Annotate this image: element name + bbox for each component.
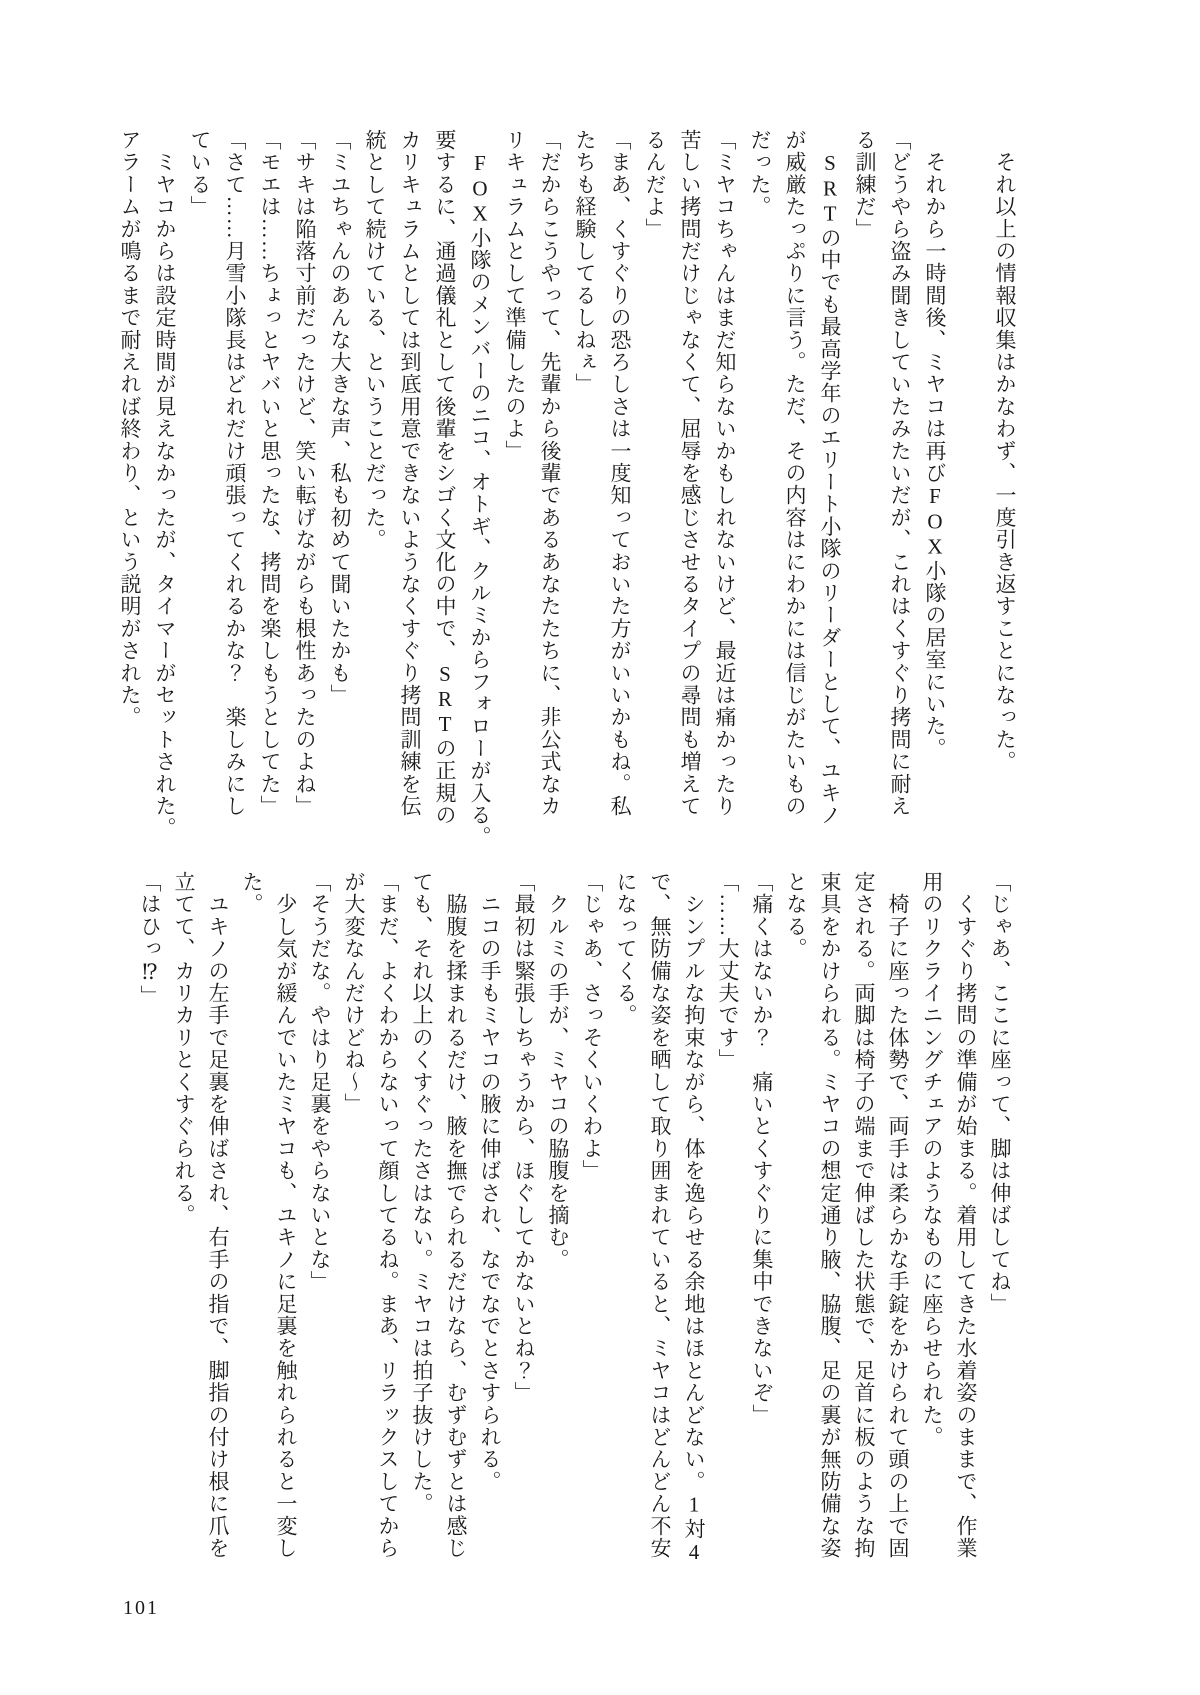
- text-line: アラームが鳴るまで耐えれば終わり、という説明がされた。: [118, 129, 142, 729]
- text-line: 「ミユちゃんのあんな大きな声、私も初めて聞いたかも」: [328, 129, 352, 707]
- text-line: それから一時間後、ミヤコは再びFOX小隊の居室にいた。: [923, 129, 947, 760]
- upright-latin: FOX: [468, 151, 492, 227]
- text-line: 「そうだな。やはり足裏をやらないとな」: [308, 871, 332, 1293]
- text-line: それ以上の情報収集はかなわず、一度引き返すことになった。: [993, 129, 1017, 773]
- text-line: 「さて……月雪小隊長はどれだけ頑張ってくれるかな？ 楽しみにし: [223, 129, 247, 818]
- text-line: ても、それ以上のくすぐったさはない。ミヤコは拍子抜けした。: [410, 871, 434, 1515]
- text-line: シンプルな拘束ながら、体を逸らせる余地はほとんどない。1対4: [682, 871, 706, 1566]
- text-line: カリキュラムとしては到底用意できないようなくすぐり拷問訓練を伝: [398, 129, 422, 818]
- text-line: ユキノの左手で足裏を伸ばされ、右手の指で、脚指の付け根に爪を: [206, 871, 230, 1560]
- text-line: FOX小隊のメンバーのニコ、オトギ、クルミからフォローが入る。: [468, 151, 492, 849]
- text-line: 「ミヤコちゃんはまだ知らないかもしれないけど、最近は痛かったり: [713, 129, 737, 818]
- text-line: 「じゃあ、さっそくいくわよ」: [580, 871, 604, 1182]
- text-line: 用のリクライニングチェアのようなものに座らせられた。: [920, 871, 944, 1449]
- text-line: 要するに、通過儀礼として後輩をシゴく文化の中で、SRTの正規の: [433, 129, 457, 827]
- text-line: 「最初は緊張しちゃうから、ほぐしてかないとね？」: [512, 871, 536, 1404]
- text-line: が威厳たっぷりに言う。ただ、その内容はにわかには信じがたいもの: [783, 129, 807, 818]
- text-line: 「まあ、くすぐりの恐ろしさは一度知っておいた方がいいかもね。私: [608, 129, 632, 818]
- text-line: となる。: [784, 871, 808, 960]
- text-line: ミヤコからは設定時間が見えなかったが、タイマーがセットされた。: [153, 129, 177, 840]
- text-line: クルミの手が、ミヤコの脇腹を摘む。: [546, 871, 570, 1271]
- text-line: 定される。両脚は椅子の端まで伸ばした状態で、足首に板のような拘: [852, 871, 876, 1560]
- text-line: [952, 129, 987, 821]
- text-line: 束具をかけられる。ミヤコの想定通り腋、脇腹、足の裏が無防備な姿: [818, 871, 842, 1560]
- text-line: る訓練だ」: [853, 129, 877, 240]
- text-line: ニコの手もミヤコの腋に伸ばされ、なでなでとさすられる。: [478, 871, 502, 1493]
- page-number: 101: [123, 1597, 159, 1619]
- text-line: が大変なんだけどね〜」: [342, 871, 366, 1116]
- upright-latin: 4: [682, 1540, 706, 1566]
- upright-latin: SRT: [818, 151, 842, 227]
- text-line: SRTの中でも最高学年のエリート小隊のリーダーとして、ユキノ: [818, 151, 842, 827]
- text-line: 苦しい拷問だけじゃなくて、屈辱を感じさせるタイプの尋問も増えて: [678, 129, 702, 818]
- text-line: 少し気が緩んでいたミヤコも、ユキノに足裏を触れられると一変し: [274, 871, 298, 1560]
- text-line: たちも経験してるしねぇ」: [573, 129, 597, 396]
- upright-latin: 1: [682, 1492, 706, 1518]
- text-line: 「はひっ⁉」: [138, 871, 162, 1008]
- text-line: になってくる。: [614, 871, 638, 1027]
- text-line: 「じゃあ、ここに座って、脚は伸ばしてね」: [988, 871, 1012, 1315]
- upright-latin: SRT: [433, 661, 457, 738]
- text-line: 「痛くはないか？ 痛いとくすぐりに集中できないぞ」: [750, 871, 774, 1426]
- text-line: 「……大丈夫です」: [716, 871, 740, 1071]
- text-line: 「まだ、よくわからないって顔してるね。まあ、リラックスしてから: [376, 871, 400, 1560]
- text-line: ている」: [188, 129, 212, 218]
- top-text-block: [112, 129, 1022, 849]
- text-line: 脇腹を揉まれるだけ、腋を撫でられるだけなら、むずむずとは感じ: [444, 871, 468, 1560]
- text-line: くすぐり拷問の準備が始まる。着用してきた水着姿のままで、作業: [954, 871, 978, 1560]
- text-line: た。: [240, 871, 264, 916]
- text-line: 椅子に座った体勢で、両手は柔らかな手錠をかけられて頭の上で固: [886, 871, 910, 1560]
- text-line: 「どうやら盗み聞きしていたみたいだが、これはくすぐり拷問に耐え: [888, 129, 912, 818]
- upright-latin: FOX: [923, 484, 947, 560]
- bottom-text-block: [133, 871, 1017, 1566]
- text-line: だった。: [748, 129, 772, 218]
- text-line: リキュラムとして準備したのよ」: [503, 129, 527, 462]
- text-line: で、無防備な姿を晒して取り囲まれていると、ミヤコはどんどん不安: [648, 871, 672, 1560]
- text-line: 立てて、カリカリとくすぐられる。: [172, 871, 196, 1227]
- text-line: 統として続けている、ということだった。: [363, 129, 387, 551]
- text-line: るんだよ」: [643, 129, 667, 240]
- text-line: 「モエは……ちょっとヤバいと思ったな、拷問を楽しもうとしてた」: [258, 129, 282, 818]
- text-line: 「だからこうやって、先輩から後輩であるあなたたちに、非公式なカ: [538, 129, 562, 818]
- text-line: 「サキは陥落寸前だったけど、笑い転げながらも根性あったのよね」: [293, 129, 317, 818]
